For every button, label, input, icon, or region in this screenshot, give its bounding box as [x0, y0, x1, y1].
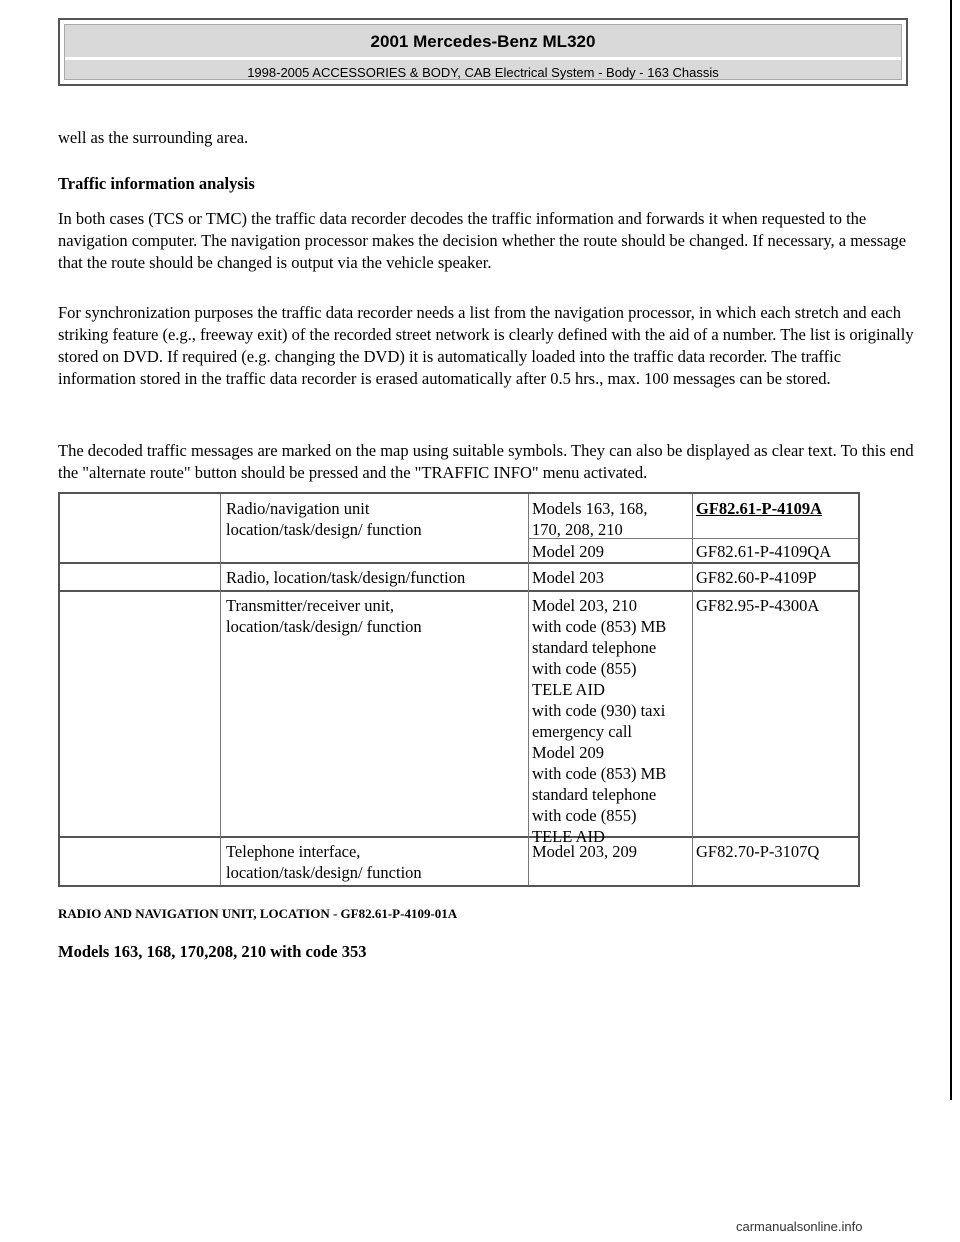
- paragraph-synchronization: For synchronization purposes the traffic data recorder needs a list from the navigation processor, in which each stretch and each striking feature (e.g., freeway exit) of the recorded street network is clearly defined with the aid of a number. The list is originally stored on DVD. If required (e.g. changing the DVD) it is automatically loaded into the traffic data recorder. The traffic information stored in the traffic data recorder is erased automatically after 0.5 hrs., max. 100 messages can be stored.: [58, 303, 914, 388]
- section-subheading: Models 163, 168, 170,208, 210 with code 353: [58, 942, 367, 961]
- watermark: carmanualsonline.info: [736, 1219, 863, 1234]
- table-cell-desc: Radio, location/task/design/function: [226, 568, 466, 587]
- header-subtitle: 1998-2005 ACCESSORIES & BODY, CAB Electrical System - Body - 163 Chassis: [247, 65, 719, 80]
- table-cell-ref: GF82.70-P-3107Q: [696, 842, 820, 861]
- table-link-ref[interactable]: GF82.61-P-4109A: [696, 499, 823, 518]
- paragraph-intro: well as the surrounding area.: [58, 128, 249, 147]
- header-title: 2001 Mercedes-Benz ML320: [370, 32, 596, 51]
- paragraph-traffic-messages: The decoded traffic messages are marked on the map using suitable symbols. They can also be displayed as clear text. To this end the "alternate route" button should be pressed and the "TRAFFIC INFO" menu activated.: [58, 441, 914, 482]
- reference-table: [58, 492, 860, 887]
- table-column-divider: [528, 494, 529, 885]
- table-cell-model: Model 203, 209: [532, 842, 637, 861]
- table-column-divider: [692, 494, 693, 885]
- table-rule: [60, 836, 858, 838]
- table-cell-model: Model 209: [532, 542, 604, 561]
- table-cell-desc: Telephone interface, location/task/design/ function: [226, 842, 422, 882]
- heading-traffic-analysis: Traffic information analysis: [58, 174, 255, 193]
- table-cell-ref: GF82.95-P-4300A: [696, 596, 820, 615]
- table-cell-ref: GF82.60-P-4109P: [696, 568, 817, 587]
- table-cell-model: Model 203: [532, 568, 604, 587]
- table-cell-desc: Radio/navigation unit location/task/design/ function: [226, 499, 422, 539]
- header-panel: [64, 24, 902, 80]
- table-column-divider: [220, 494, 221, 885]
- paragraph-traffic-analysis: In both cases (TCS or TMC) the traffic data recorder decodes the traffic information and forwards it when requested to the navigation computer. The navigation processor makes the decision whether the route should be changed. If necessary, a message that the route should be changed is output via the vehicle speaker.: [58, 209, 907, 272]
- table-rule: [60, 590, 858, 592]
- table-cell-desc: Transmitter/receiver unit, location/task/design/ function: [226, 596, 422, 636]
- document-header: [58, 18, 908, 86]
- table-rule: [60, 562, 858, 564]
- header-divider: [65, 57, 901, 60]
- page-border: [950, 0, 952, 1100]
- table-cell-model: Models 163, 168, 170, 208, 210: [532, 499, 648, 539]
- table-cell-ref: GF82.61-P-4109QA: [696, 542, 832, 561]
- table-cell-model: Model 203, 210 with code (853) MB standard telephone with code (855) TELE AID with code (930) taxi emergency call Model 209 with code (853) MB standard telephone with code (855) TELE AID: [532, 596, 667, 846]
- section-heading: RADIO AND NAVIGATION UNIT, LOCATION - GF82.61-P-4109-01A: [58, 906, 458, 921]
